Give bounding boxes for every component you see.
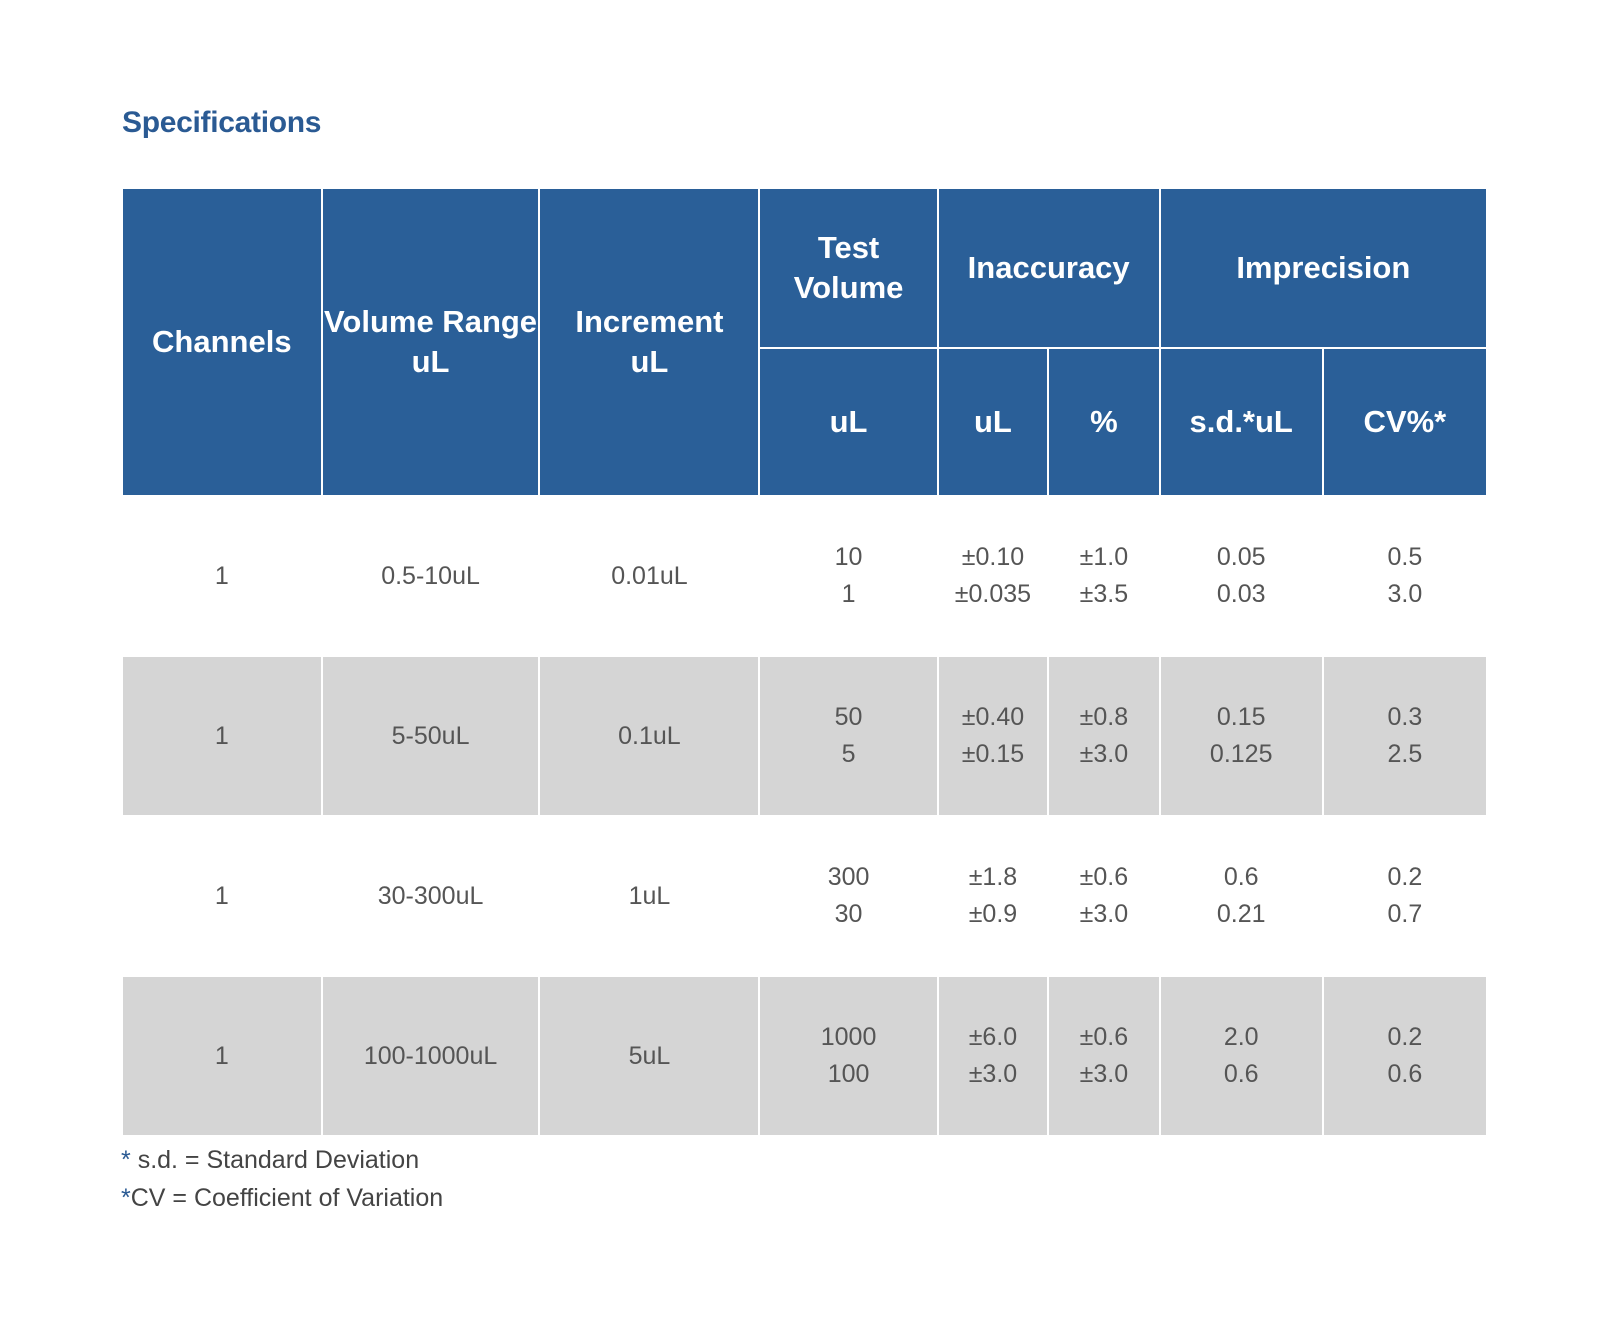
- cell-volume-range: 100-1000uL: [322, 976, 540, 1136]
- cell-inaccuracy-ul: [938, 976, 1048, 1136]
- value: 0.15: [1216, 703, 1266, 731]
- value: 2.0: [1223, 1023, 1259, 1051]
- value: ±0.8: [1079, 703, 1129, 731]
- value: 300: [827, 863, 870, 891]
- cell-increment: 5uL: [539, 976, 759, 1136]
- cell-inaccuracy-ul: [938, 656, 1048, 816]
- value: 0.2: [1387, 1023, 1423, 1051]
- value: 3.0: [1387, 580, 1423, 608]
- footnote-coefficient-of-variation: [121, 1184, 443, 1213]
- cell-inaccuracy-ul: [938, 816, 1048, 976]
- value: ±1.0: [1079, 543, 1129, 571]
- value: 0.125: [1209, 740, 1273, 768]
- value: ±0.9: [968, 900, 1018, 928]
- table-body: [122, 496, 1487, 1136]
- cell-imprecision-cv: [1323, 816, 1487, 976]
- cell-volume-range: 30-300uL: [322, 816, 540, 976]
- value: 0.3: [1387, 703, 1423, 731]
- value: 5: [841, 740, 856, 768]
- table-row: [122, 976, 1487, 1136]
- cell-test-volume: [759, 656, 937, 816]
- header-channels: Channels: [122, 188, 322, 496]
- value: 1: [841, 580, 856, 608]
- value: 0.05: [1216, 543, 1266, 571]
- cell-channels: 1: [122, 816, 322, 976]
- cell-increment: 1uL: [539, 816, 759, 976]
- cell-inaccuracy-percent: [1048, 496, 1159, 656]
- cell-inaccuracy-percent: [1048, 816, 1159, 976]
- value: ±0.6: [1079, 1023, 1129, 1051]
- header-inaccuracy: Inaccuracy: [938, 188, 1160, 348]
- value: 50: [834, 703, 863, 731]
- value: 30: [834, 900, 863, 928]
- cell-inaccuracy-percent: [1048, 656, 1159, 816]
- value: 0.21: [1216, 900, 1266, 928]
- subheader-imprecision-cv: CV%*: [1323, 348, 1487, 496]
- cell-imprecision-cv: [1323, 496, 1487, 656]
- cell-test-volume: [759, 976, 937, 1136]
- header-increment-label: Increment: [575, 304, 724, 339]
- value: 0.03: [1216, 580, 1266, 608]
- cell-channels: 1: [122, 496, 322, 656]
- subheader-test-volume-unit: uL: [759, 348, 937, 496]
- value: 10: [834, 543, 863, 571]
- value: ±3.5: [1079, 580, 1129, 608]
- value: 100: [827, 1060, 870, 1088]
- header-increment-unit: uL: [630, 344, 669, 379]
- page-title: Specifications: [122, 106, 322, 139]
- value: ±0.10: [961, 543, 1025, 571]
- subheader-imprecision-sd: s.d.*uL: [1160, 348, 1323, 496]
- value: 0.7: [1387, 900, 1423, 928]
- value: ±1.8: [968, 863, 1018, 891]
- header-test-volume-line2: Volume: [793, 270, 904, 305]
- cell-imprecision-sd: [1160, 496, 1323, 656]
- cell-imprecision-sd: [1160, 656, 1323, 816]
- value: 0.2: [1387, 863, 1423, 891]
- value: ±3.0: [1079, 900, 1129, 928]
- subheader-inaccuracy-percent: %: [1048, 348, 1159, 496]
- value: ±6.0: [968, 1023, 1018, 1051]
- cell-inaccuracy-percent: [1048, 976, 1159, 1136]
- table-row: [122, 656, 1487, 816]
- value: 0.6: [1223, 863, 1259, 891]
- cell-imprecision-sd: [1160, 976, 1323, 1136]
- footnote-asterisk: *: [121, 1184, 131, 1212]
- header-volume-range-unit: uL: [411, 344, 450, 379]
- cell-channels: 1: [122, 976, 322, 1136]
- value: 0.5: [1387, 543, 1423, 571]
- header-test-volume: [759, 188, 937, 348]
- value: ±0.035: [954, 580, 1032, 608]
- cell-imprecision-cv: [1323, 656, 1487, 816]
- header-volume-range: [322, 188, 540, 496]
- specifications-table: [121, 187, 1488, 1137]
- subheader-inaccuracy-ul: uL: [938, 348, 1048, 496]
- value: 2.5: [1387, 740, 1423, 768]
- table-row: [122, 496, 1487, 656]
- cell-inaccuracy-ul: [938, 496, 1048, 656]
- table-row: [122, 816, 1487, 976]
- cell-test-volume: [759, 496, 937, 656]
- cell-imprecision-cv: [1323, 976, 1487, 1136]
- header-test-volume-line1: Test: [817, 230, 880, 265]
- value: ±3.0: [1079, 1060, 1129, 1088]
- cell-volume-range: 0.5-10uL: [322, 496, 540, 656]
- cell-volume-range: 5-50uL: [322, 656, 540, 816]
- value: ±0.40: [961, 703, 1025, 731]
- value: ±3.0: [1079, 740, 1129, 768]
- footnote-asterisk: *: [121, 1146, 131, 1174]
- cell-imprecision-sd: [1160, 816, 1323, 976]
- footnote-text: CV = Coefficient of Variation: [130, 1184, 444, 1212]
- cell-channels: 1: [122, 656, 322, 816]
- value: ±0.15: [961, 740, 1025, 768]
- value: ±3.0: [968, 1060, 1018, 1088]
- value: 0.6: [1387, 1060, 1423, 1088]
- value: 1000: [820, 1023, 877, 1051]
- footnote-text: s.d. = Standard Deviation: [137, 1146, 420, 1174]
- header-imprecision: Imprecision: [1160, 188, 1487, 348]
- header-volume-range-label: Volume Range: [324, 304, 538, 339]
- footnote-standard-deviation: [121, 1146, 419, 1175]
- value: 0.6: [1223, 1060, 1259, 1088]
- cell-increment: 0.01uL: [539, 496, 759, 656]
- value: ±0.6: [1079, 863, 1129, 891]
- cell-test-volume: [759, 816, 937, 976]
- cell-increment: 0.1uL: [539, 656, 759, 816]
- header-increment: [539, 188, 759, 496]
